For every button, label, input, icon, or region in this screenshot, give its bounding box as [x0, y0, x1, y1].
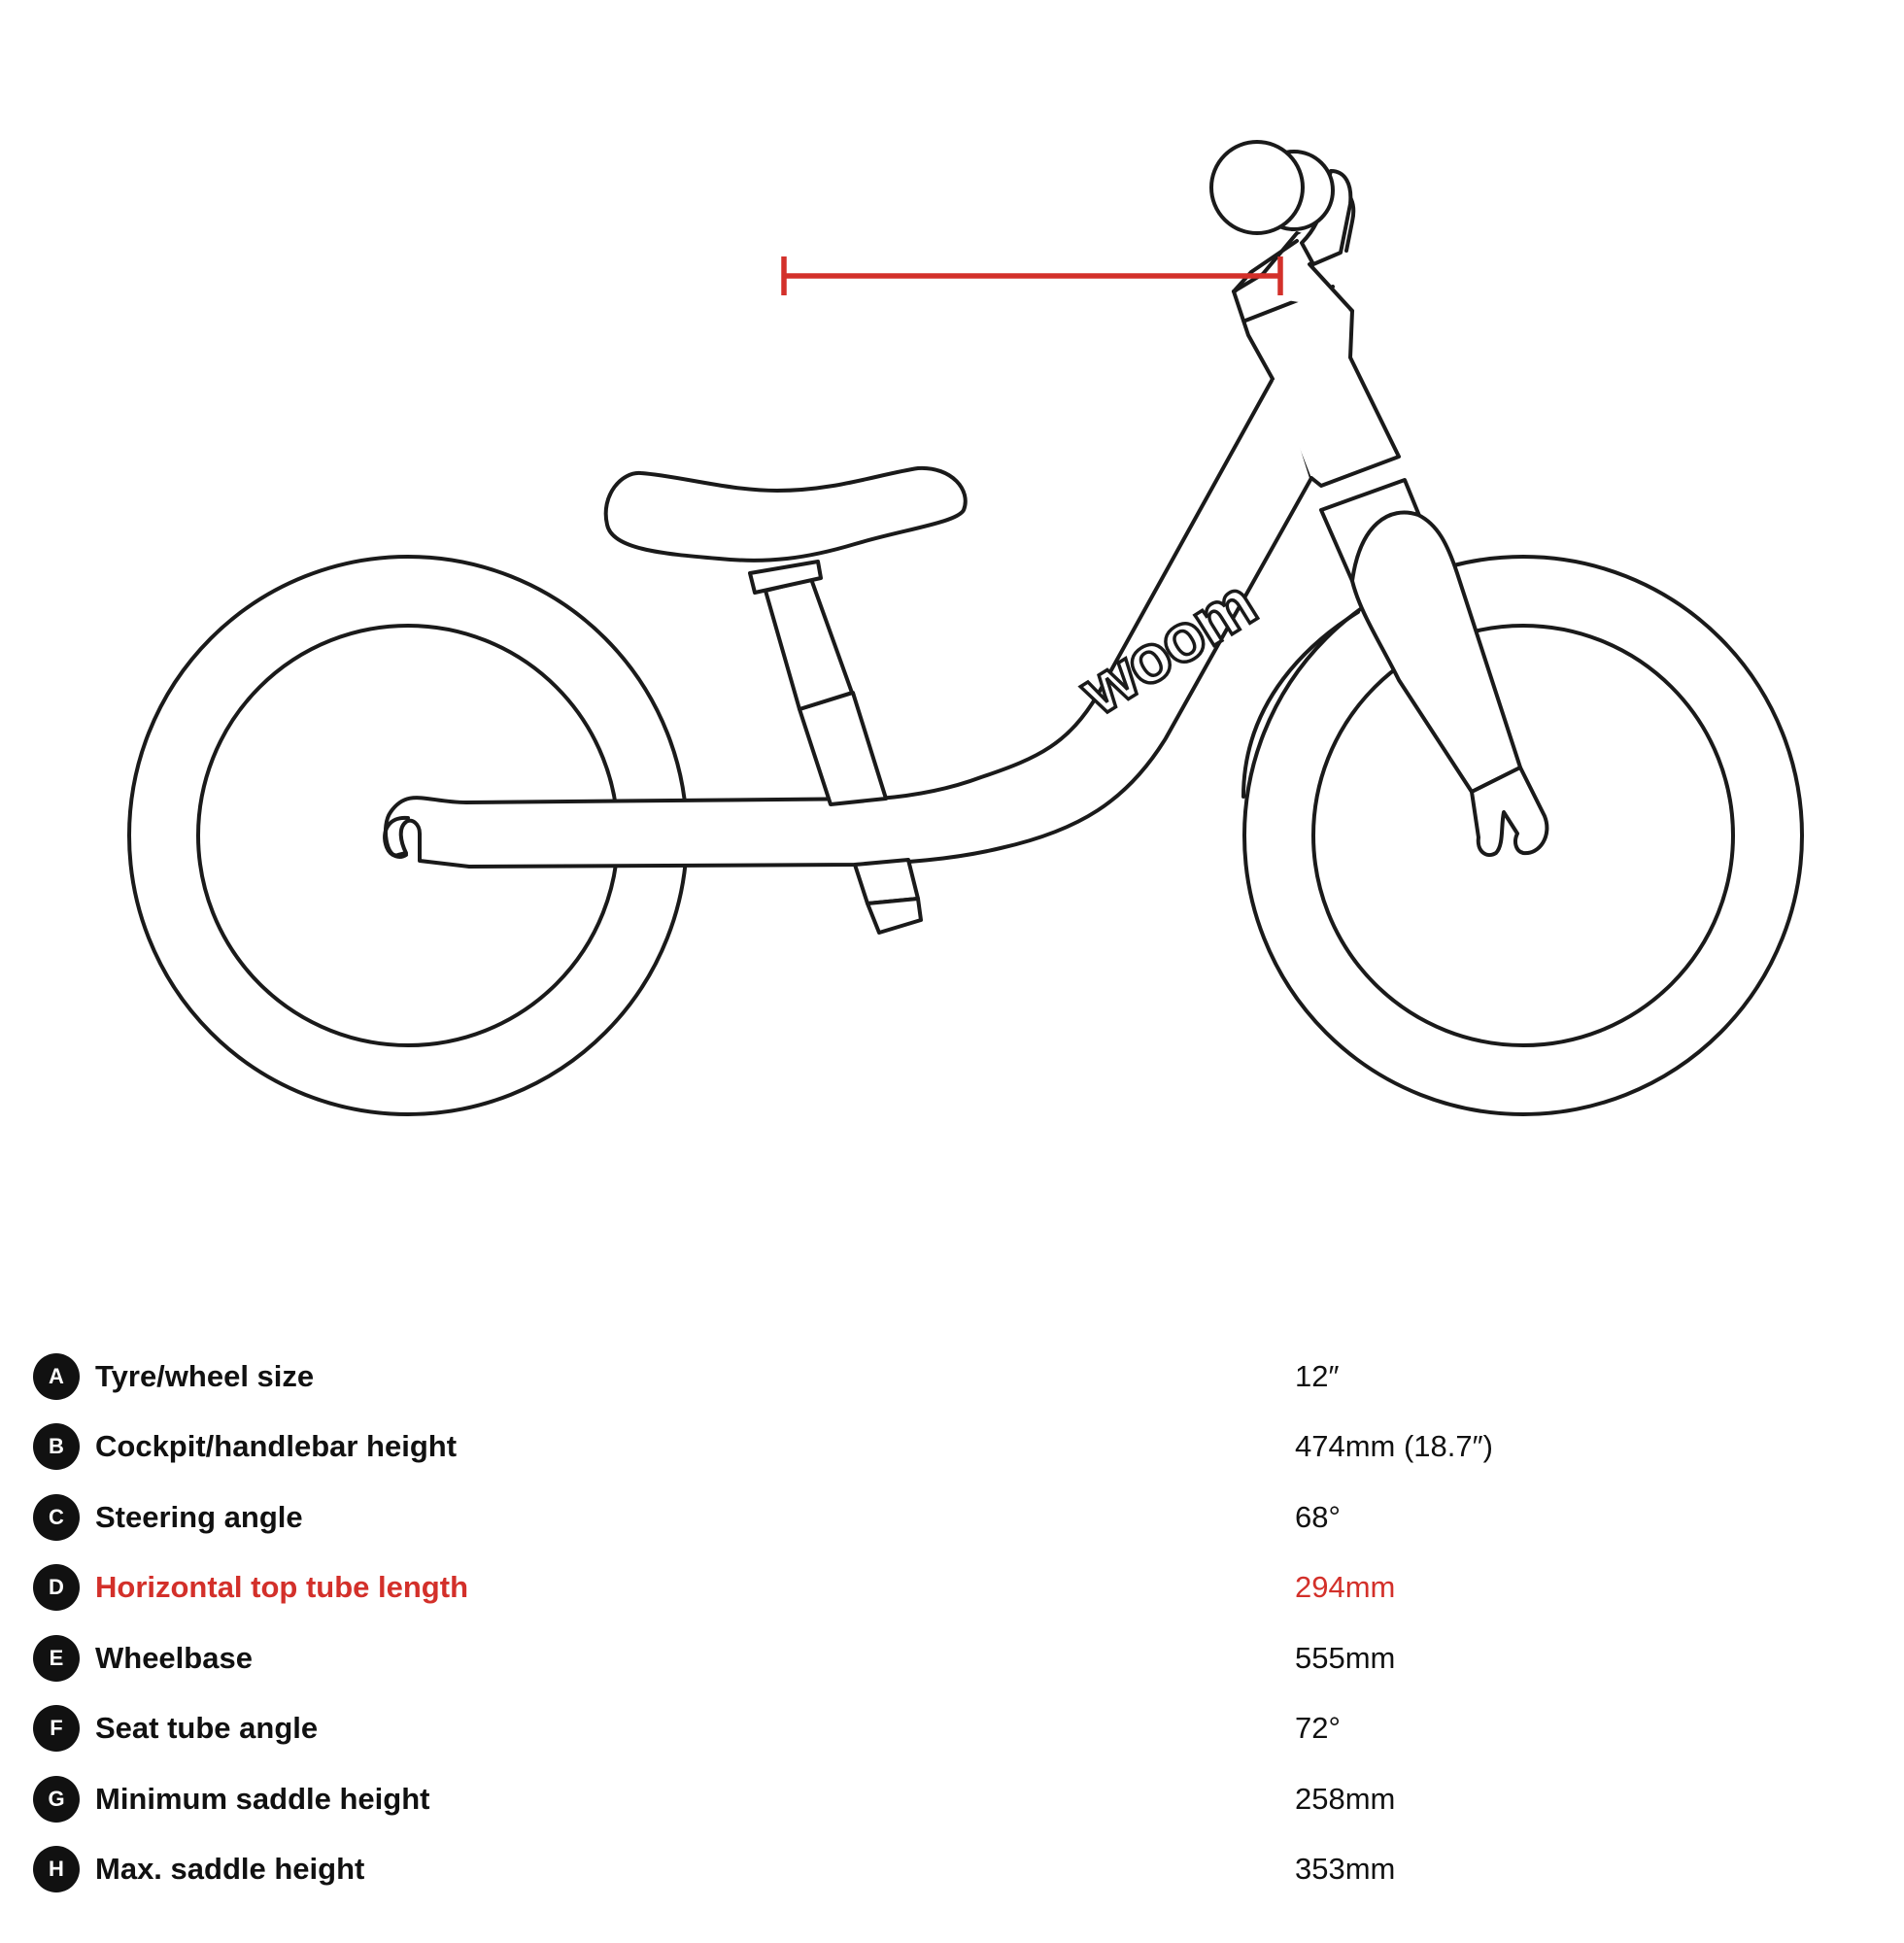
saddle — [606, 468, 966, 561]
fork-leg — [1352, 513, 1520, 792]
spec-value: 72° — [1295, 1711, 1341, 1745]
spec-value: 555mm — [1295, 1641, 1396, 1675]
spec-row-c — [0, 1491, 1904, 1550]
spec-letter-badge: F — [33, 1705, 80, 1752]
front-shroud — [1243, 612, 1358, 797]
seat-post-upper — [765, 579, 852, 709]
spec-row-g — [0, 1773, 1904, 1831]
spec-row-a — [0, 1350, 1904, 1409]
spec-row-h — [0, 1843, 1904, 1901]
spec-label: Cockpit/handlebar height — [95, 1429, 458, 1463]
spec-label: Max. saddle height — [95, 1852, 365, 1886]
spec-letter-badge: E — [33, 1635, 80, 1682]
spec-letter-badge: B — [33, 1423, 80, 1470]
spec-value: 12″ — [1295, 1359, 1340, 1393]
kickstand-upper — [855, 860, 918, 903]
spec-value: 68° — [1295, 1500, 1341, 1534]
spec-value: 294mm — [1295, 1570, 1396, 1604]
spec-label: Wheelbase — [95, 1641, 253, 1675]
spec-letter-badge: G — [33, 1776, 80, 1823]
spec-letter-badge: D — [33, 1564, 80, 1611]
spec-label: Seat tube angle — [95, 1711, 319, 1745]
spec-value: 474mm (18.7″) — [1295, 1429, 1493, 1463]
measurement-d-indicator — [784, 256, 1280, 295]
seat-assembly — [606, 468, 966, 804]
spec-row-b — [0, 1420, 1904, 1479]
spec-row-e — [0, 1632, 1904, 1690]
seat-post-lower — [799, 693, 886, 804]
kickstand-lower — [867, 899, 921, 933]
spec-letter-badge: H — [33, 1846, 80, 1892]
spec-label: Tyre/wheel size — [95, 1359, 315, 1393]
spec-label: Horizontal top tube length — [95, 1570, 469, 1604]
spec-letter-badge: A — [33, 1353, 80, 1400]
brand-logo: woom — [1067, 564, 1268, 730]
grip-front — [1211, 142, 1303, 233]
spec-row-d — [0, 1561, 1904, 1619]
spec-label: Steering angle — [95, 1500, 303, 1534]
kickstand — [855, 860, 921, 933]
spec-label: Minimum saddle height — [95, 1782, 430, 1816]
spec-value: 353mm — [1295, 1852, 1396, 1886]
spec-value: 258mm — [1295, 1782, 1396, 1816]
spec-row-f — [0, 1702, 1904, 1760]
spec-letter-badge: C — [33, 1494, 80, 1541]
